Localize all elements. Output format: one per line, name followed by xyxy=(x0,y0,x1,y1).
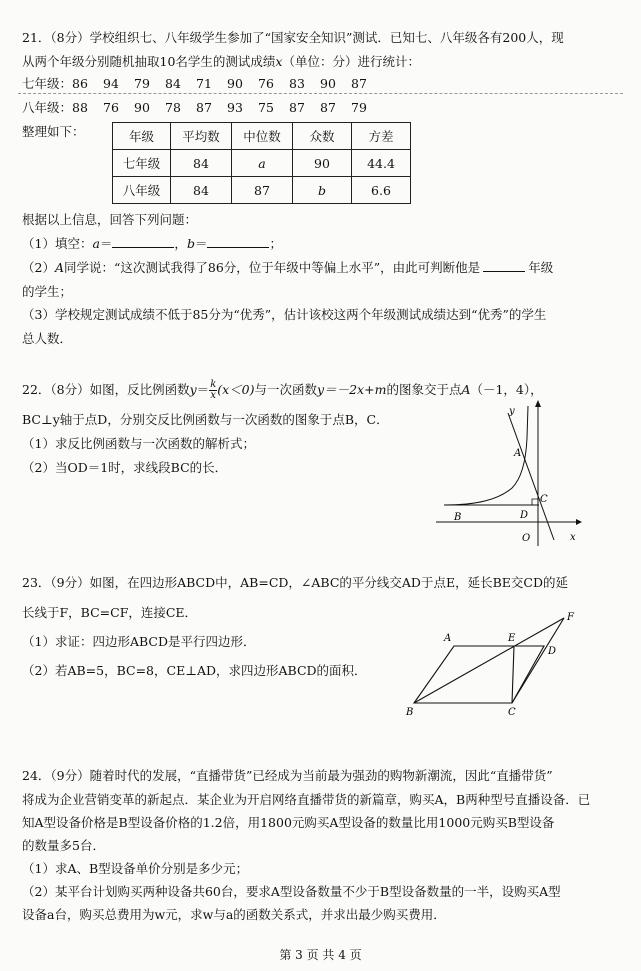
q21-part-2-cont: 的学生； xyxy=(22,284,73,299)
x-axis-arrow-icon xyxy=(576,519,582,525)
q22-text-c: 的图象交于点 xyxy=(386,382,462,397)
q21-line-2 xyxy=(22,52,420,70)
table-cell: 44.4 xyxy=(352,150,411,177)
parallelogram-abcd xyxy=(414,646,544,703)
segment-bf xyxy=(414,618,564,703)
linear-function-line xyxy=(508,413,554,540)
fig-label-d: D xyxy=(520,510,529,521)
q22-text-a: 22．（8分）如图，反比例函数 xyxy=(22,382,190,397)
grade7-score: 84 xyxy=(165,76,181,91)
table-cell: 八年级 xyxy=(113,177,171,204)
grade7-label: 七年级： xyxy=(22,76,73,91)
table-header-row xyxy=(113,123,411,150)
semicolon: ； xyxy=(269,236,282,251)
fig-label-c: C xyxy=(540,494,548,505)
grade8-score: 75 xyxy=(258,100,274,115)
q23-line-2: 长线于F，BC=CF，连接CE． xyxy=(22,605,198,620)
segment-cf xyxy=(512,618,564,703)
grade7-score: 71 xyxy=(196,76,212,91)
q21-part-2-num: （2） xyxy=(22,260,55,275)
grade8-score: 78 xyxy=(165,100,181,115)
q23-part-2: （2）若AB=5，BC=8，CE⊥AD，求四边形ABCD的面积． xyxy=(22,663,367,678)
fraction-denominator: x xyxy=(210,390,217,401)
grade8-score: 87 xyxy=(196,100,212,115)
q21-part-1 xyxy=(22,234,282,252)
q21-line-1: 21．（8分）学校组织七、八年级学生参加了“国家安全知识”测试．已知七、八年级各有200人，现 xyxy=(22,30,564,45)
var-a: a xyxy=(92,236,100,251)
fig-label-d: D xyxy=(548,646,557,657)
grade8-scores-row xyxy=(22,98,382,116)
q21-line-2-text-a: 从两个年级分别随机抽取10名学生的测试成绩 xyxy=(22,54,276,69)
q24-line-2: 将成为企业营销变革的新起点．某企业为开启网络直播带货的新篇章，购买A，B两种型号直播设备．已 xyxy=(22,792,591,807)
segment-ce xyxy=(512,646,514,703)
q21-line-2-text-b: （单位：分）进行统计： xyxy=(282,54,420,69)
q21-part-2 xyxy=(22,258,553,276)
grade8-label: 八年级： xyxy=(22,100,73,115)
table-cell: 90 xyxy=(293,150,352,177)
q22-graph-figure xyxy=(436,398,586,548)
q23-quadrilateral-figure xyxy=(404,608,594,720)
q24-part-1: （1）求A、B型设备单价分别是多少元； xyxy=(22,861,249,876)
grade8-score: 79 xyxy=(351,100,367,115)
table-header-cell: 中位数 xyxy=(232,123,293,150)
right-angle-mark xyxy=(532,499,538,505)
table-cell: 84 xyxy=(171,150,232,177)
page-footer: 第 3 页 共 4 页 xyxy=(279,948,362,962)
grade8-score: 76 xyxy=(103,100,119,115)
grade7-score: 86 xyxy=(72,76,88,91)
equals-sign: ＝ xyxy=(99,236,113,251)
domain-condition: (x＜0) xyxy=(217,382,255,397)
q23-line-1: 23．（9分）如图，在四边形ABCD中，AB=CD，∠ABC的平分线交AD于点E，延长BE交CD的延 xyxy=(22,575,568,590)
table-row xyxy=(113,150,411,177)
grade7-score: 87 xyxy=(351,76,367,91)
q21-part-3-cont: 总人数． xyxy=(22,331,73,346)
table-header-cell: 方差 xyxy=(352,123,411,150)
linear-function: y＝－2x+m xyxy=(317,382,387,397)
q21-intro: 根据以上信息，回答下列问题： xyxy=(22,212,198,227)
answer-blank-grade[interactable] xyxy=(483,271,525,272)
table-header-cell: 平均数 xyxy=(171,123,232,150)
q24-line-1: 24．（9分）随着时代的发展，“直播带货”已经成为当前最为强劲的购物新潮流，因此“直播带货” xyxy=(22,768,553,783)
y-axis-arrow-icon xyxy=(535,400,541,407)
q24-line-4: 的数量多5台． xyxy=(22,838,105,853)
table-header-cell: 众数 xyxy=(293,123,352,150)
grade7-scores-row xyxy=(22,74,382,92)
answer-blank-b[interactable] xyxy=(207,247,269,248)
point-a-coords: （－1，4）， xyxy=(470,382,543,397)
q21-part-1-text: （1）填空： xyxy=(22,236,93,251)
fraction-numerator: k xyxy=(210,379,217,390)
fig-label-c: C xyxy=(508,707,516,718)
q22-part-2: （2）当OD＝1时，求线段BC的长． xyxy=(22,460,228,475)
comma: ， xyxy=(174,236,187,251)
grade7-score: 76 xyxy=(258,76,274,91)
q23-part-1: （1）求证：四边形ABCD是平行四边形． xyxy=(22,634,256,649)
q21-part-2-grade: 年级 xyxy=(528,260,554,275)
fig-label-y: y xyxy=(509,406,515,417)
table-row xyxy=(113,177,411,204)
student-a: A xyxy=(54,260,64,275)
var-y: y xyxy=(189,382,197,397)
fig-label-x: x xyxy=(570,532,576,543)
fig-label-f: F xyxy=(567,612,574,623)
table-cell: 84 xyxy=(171,177,232,204)
grade7-score: 83 xyxy=(289,76,305,91)
q22-text-b: 与一次函数 xyxy=(254,382,318,397)
table-cell: 87 xyxy=(232,177,293,204)
table-cell: a xyxy=(232,150,293,177)
point-a-label: A xyxy=(461,382,471,397)
grade7-score: 90 xyxy=(227,76,243,91)
fig-label-a: A xyxy=(514,448,522,459)
grade8-score: 93 xyxy=(227,100,243,115)
var-b: b xyxy=(186,236,195,251)
grade8-score: 87 xyxy=(320,100,336,115)
q22-part-1: （1）求反比例函数与一次函数的解析式； xyxy=(22,436,255,451)
answer-blank-a[interactable] xyxy=(112,247,174,248)
fig-label-e: E xyxy=(508,633,516,644)
q24-line-3: 知A型设备价格是B型设备价格的1.2倍，用1800元购买A型设备的数量比用1000元购买B型设备 xyxy=(22,815,555,830)
fig-label-b: B xyxy=(406,707,414,718)
table-header-cell: 年级 xyxy=(113,123,171,150)
grade8-score: 88 xyxy=(72,100,88,115)
fig-label-o: O xyxy=(522,533,531,544)
organize-label: 整理如下： xyxy=(22,124,85,139)
table-cell: b xyxy=(293,177,352,204)
fold-line xyxy=(18,93,623,94)
q21-part-2-text: 同学说：“这次测试我得了86分，位于年级中等偏上水平”，由此可判断他是 xyxy=(63,260,481,275)
q22-line-2: BC⊥y轴于点D，分别交反比例函数与一次函数的图象于点B，C． xyxy=(22,412,389,427)
table-cell: 七年级 xyxy=(113,150,171,177)
grade8-score: 90 xyxy=(134,100,150,115)
fig-label-b: B xyxy=(454,512,462,523)
grade7-score: 94 xyxy=(103,76,119,91)
q24-part-2: （2）某平台计划购买两种设备共60台，要求A型设备数量不少于B型设备数量的一半，设购买A型 xyxy=(22,884,561,899)
equals-sign: ＝ xyxy=(194,236,208,251)
q21-part-3: （3）学校规定测试成绩不低于85分为“优秀”，估计该校这两个年级测试成绩达到“优秀”的学生 xyxy=(22,307,547,322)
table-cell: 6.6 xyxy=(352,177,411,204)
grade7-score: 90 xyxy=(320,76,336,91)
equals-sign: ＝ xyxy=(196,382,210,397)
fig-label-a: A xyxy=(444,633,452,644)
q21-variable-x: x xyxy=(275,54,283,69)
grade7-score: 79 xyxy=(134,76,150,91)
q24-part-2-cont: 设备a台，购买总费用为w元，求w与a的函数关系式，并求出最少购买费用． xyxy=(22,907,446,922)
grade8-score: 87 xyxy=(289,100,305,115)
statistics-table xyxy=(112,122,411,204)
